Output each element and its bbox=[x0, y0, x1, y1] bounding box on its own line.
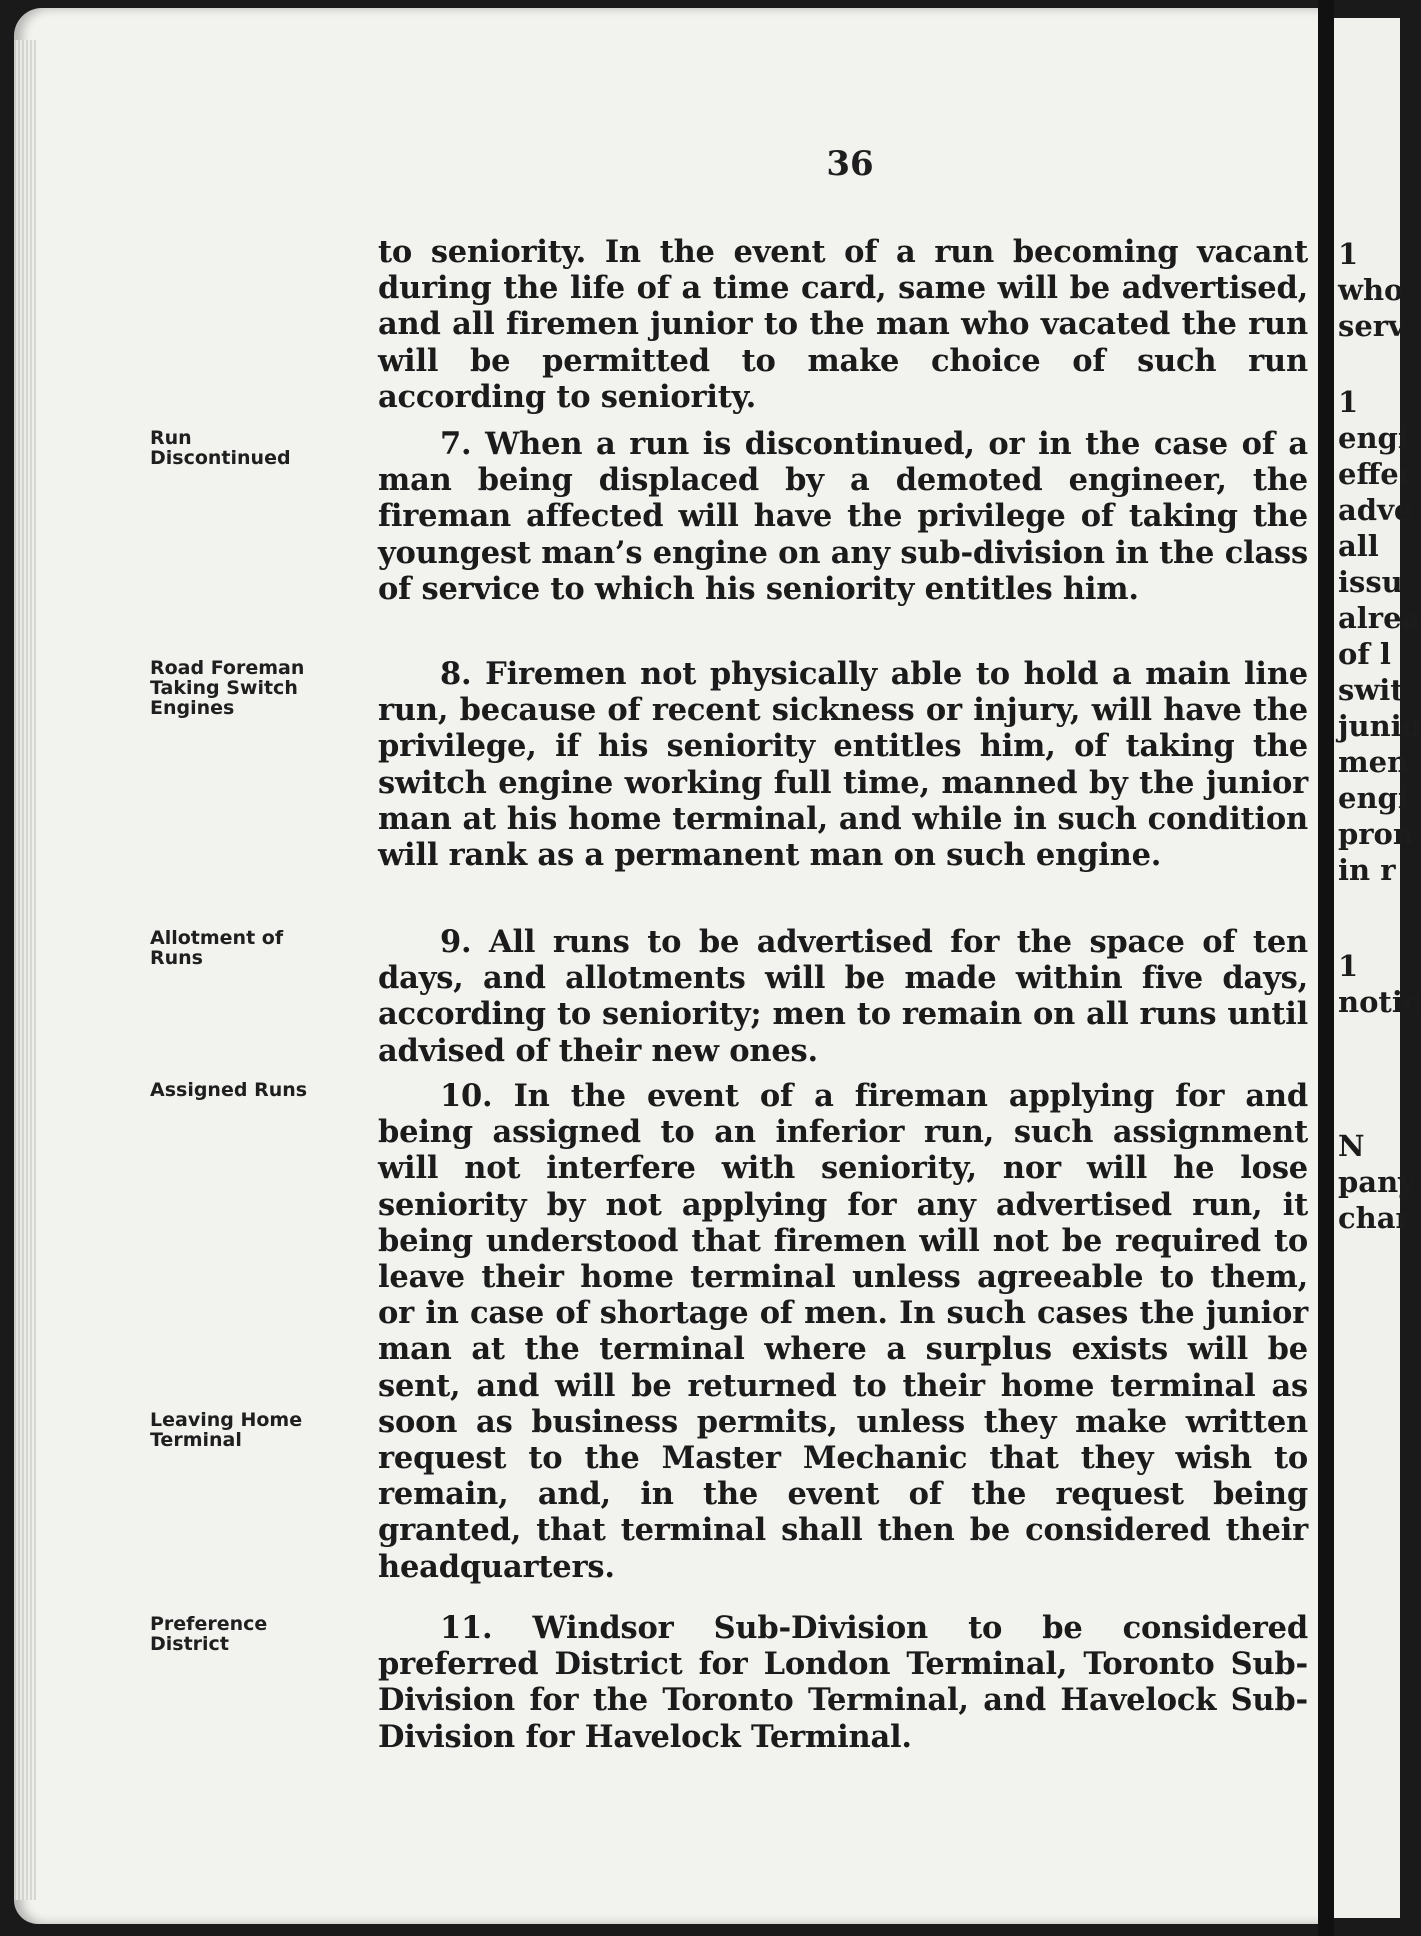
paragraph-9 bbox=[378, 924, 1308, 1069]
facing-line bbox=[1338, 344, 1398, 384]
facing-line bbox=[1338, 1092, 1398, 1128]
paragraph-text: 10. In the event of a fireman applying for and being assigned to an inferior run, such assignment will not interfere with seniority, nor will he lose seniority by not applying for any advertised run, it being understood that firemen will not be required to leave their home terminal unless agreeable to them, or in case of shortage of men. In such cases the junior man at the terminal where a surplus exists will be sent, and will be returned to their home terminal as soon as business permits, unless they make written request to the Master Mechanic that they wish to remain, and, in the event of the request being granted, that terminal shall then be considered their headquarters. bbox=[378, 1078, 1308, 1585]
margin-note-run-discontinued: Run Discontinued bbox=[150, 427, 291, 469]
facing-line: pany bbox=[1338, 1165, 1416, 1199]
facing-line: engi bbox=[1338, 421, 1409, 455]
margin-note-allotment-of-runs: Allotment of Runs bbox=[150, 927, 284, 969]
facing-page bbox=[1334, 18, 1421, 1918]
paragraph-text: 11. Windsor Sub-Division to be considered preferred District for London Terminal, Toronto Sub-Division for the Toronto Terminal, and Havelock Sub-Division for Havelock Terminal. bbox=[378, 1610, 1308, 1755]
facing-line: alrea bbox=[1338, 601, 1421, 635]
margin-note-preference-district: Preference District bbox=[150, 1613, 268, 1655]
margin-note-leaving-home-terminal: Leaving Home Terminal bbox=[150, 1409, 303, 1451]
paragraph-text: 8. Firemen not physically able to hold a main line run, because of recent sickness or injury, will have the privilege, if his seniority entitles him, of taking the switch engine working full time, manned by the junior man at his home terminal, and while in such condition will rank as a permanent man on such engine. bbox=[378, 656, 1308, 874]
paragraph-continuation bbox=[378, 234, 1308, 415]
facing-line: 1 bbox=[1338, 237, 1359, 271]
facing-line: serv bbox=[1338, 309, 1405, 343]
page-number: 36 bbox=[826, 144, 874, 184]
book-gutter bbox=[1318, 0, 1334, 1936]
margin-note-road-foreman: Road Foreman Taking Switch Engines bbox=[150, 657, 305, 719]
paragraph-10 bbox=[378, 1078, 1308, 1585]
margin-note-assigned-runs: Assigned Runs bbox=[150, 1079, 308, 1101]
facing-line: junio bbox=[1338, 709, 1421, 743]
facing-line: N bbox=[1338, 1129, 1365, 1163]
facing-line: pron bbox=[1338, 817, 1414, 851]
facing-line: notic bbox=[1338, 985, 1421, 1019]
paragraph-11 bbox=[378, 1610, 1308, 1755]
facing-line: engi bbox=[1338, 781, 1409, 815]
facing-line: 1 bbox=[1338, 949, 1359, 983]
facing-line: effec bbox=[1338, 457, 1417, 491]
facing-line bbox=[1338, 1020, 1398, 1056]
facing-line: adve bbox=[1338, 493, 1413, 527]
facing-line: who bbox=[1338, 273, 1404, 307]
paragraph-text: 9. All runs to be advertised for the space of ten days, and allotments will be made within five days, according to seniority; men to remain on all runs until advised of their new ones. bbox=[378, 924, 1308, 1069]
facing-line bbox=[1338, 888, 1398, 948]
page-edge-stack bbox=[14, 40, 36, 1900]
facing-line: char bbox=[1338, 1201, 1411, 1235]
paragraph-8 bbox=[378, 656, 1308, 873]
facing-page-text bbox=[1338, 236, 1421, 1236]
paragraph-text: 7. When a run is discontinued, or in the case of a man being displaced by a demoted engineer, the fireman affected will have the privilege of taking the youngest man’s engine on any sub-division in the class of service to which his seniority entitles him. bbox=[378, 426, 1308, 607]
facing-line: all bbox=[1338, 529, 1379, 563]
facing-line: of l bbox=[1338, 637, 1391, 671]
paragraph-text: to seniority. In the event of a run becoming vacant during the life of a time card, same will be advertised, and all firemen junior to the man who vacated the run will be permitted to make choice of such run according to seniority. bbox=[378, 234, 1308, 415]
paragraph-7 bbox=[378, 426, 1308, 607]
facing-line bbox=[1338, 1056, 1398, 1092]
facing-line: swit bbox=[1338, 673, 1404, 707]
facing-line: 1 bbox=[1338, 385, 1359, 419]
facing-line: issu bbox=[1338, 565, 1403, 599]
facing-line: in r bbox=[1338, 853, 1396, 887]
facing-line: men bbox=[1338, 745, 1409, 779]
